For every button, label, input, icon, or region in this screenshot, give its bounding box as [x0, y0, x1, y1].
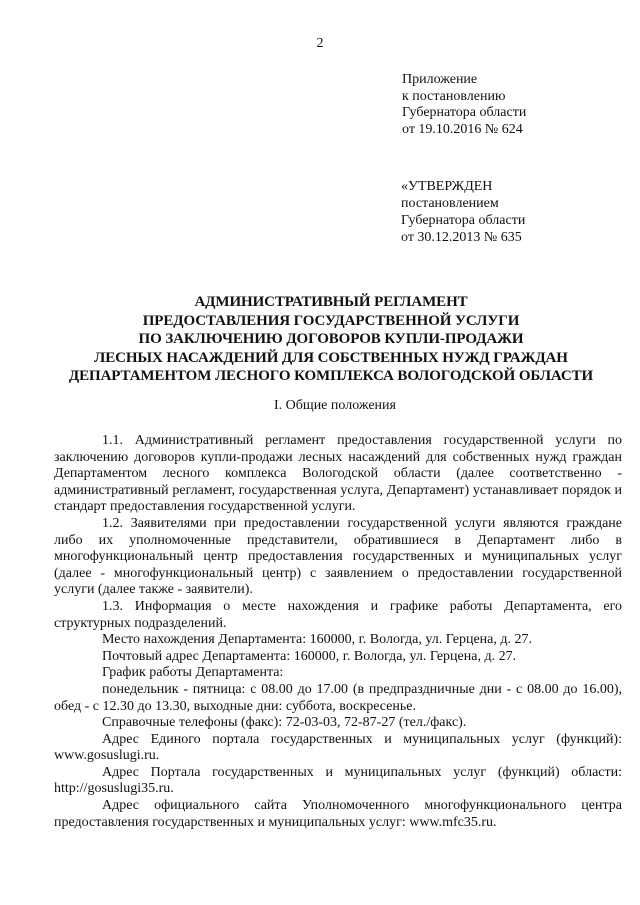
appendix-line: Приложение [402, 72, 478, 87]
paragraph-location: Место нахождения Департамента: 160000, г. Вологда, ул. Герцена, д. 27. [102, 632, 532, 648]
paragraph-postal-address: Почтовый адрес Департамента: 160000, г. Вологда, ул. Герцена, д. 27. [102, 648, 517, 664]
appendix-line: к постановлению [402, 88, 506, 104]
paragraph-unified-portal: Адрес Единого портала государственных и муниципальных услуг (функций): www.gosuslugi.ru. [54, 731, 622, 764]
title-line: АДМИНИСТРАТИВНЫЙ РЕГЛАМЕНТ [194, 294, 468, 310]
approval-line: «УТВЕРЖДЕН [401, 179, 493, 194]
appendix-line: от 19.10.2016 № 624 [402, 121, 523, 137]
paragraph-1-1: 1.1. Административный регламент предоставления государственной услуги по заключению договоров купли-продажи лесных насаждений для собственных нужд граждан Департаментом лесного комплекса Вологодской области (далее соответственно - административный регламент, государственная услуга, Департамент) устанавливает порядок и стандарт предоставления государственной услуги. [54, 433, 622, 515]
title-line: ПРЕДОСТАВЛЕНИЯ ГОСУДАРСТВЕННОЙ УСЛУГИ [142, 312, 520, 329]
approval-line: постановлением [401, 196, 499, 211]
page-number: 2 [316, 36, 324, 51]
approval-line: Губернатора области [401, 213, 526, 228]
appendix-block [402, 72, 526, 138]
paragraph-schedule: понедельник - пятница: с 08.00 до 17.00 (в предпраздничные дни - с 08.00 до 16.00), обед - с 12.30 до 13.30, выходные дни: суббота, воскресенье. [54, 681, 622, 714]
title-line: ДЕПАРТАМЕНТОМ ЛЕСНОГО КОМПЛЕКСА ВОЛОГОДСКОЙ ОБЛАСТИ [68, 368, 594, 385]
paragraph-schedule-heading: График работы Департамента: [102, 665, 284, 681]
approval-line: от 30.12.2013 № 635 [401, 230, 522, 245]
title-line: ЛЕСНЫХ НАСАЖДЕНИЙ ДЛЯ СОБСТВЕННЫХ НУЖД ГРАЖДАН [94, 349, 568, 366]
title-line: ПО ЗАКЛЮЧЕНИЮ ДОГОВОРОВ КУПЛИ-ПРОДАЖИ [138, 331, 524, 348]
document-title [40, 293, 622, 386]
paragraph-1-3: 1.3. Информация о месте нахождения и графике работы Департамента, его структурных подразделений. [54, 598, 622, 631]
paragraph-mfc-site: Адрес официального сайта Уполномоченного многофункционального центра предоставления государственных и муниципальных услуг: www.mfc35.ru. [54, 798, 622, 830]
paragraph-1-2: 1.2. Заявителями при предоставлении государственной услуги являются граждане либо их уполномоченные представители, обратившиеся в Департамент либо в многофункциональный центр предоставления государственных и муниципальных услуг (далее - многофункциональный центр) с заявлением о предоставлении государственной услуги (далее также - заявители). [54, 515, 622, 598]
appendix-line: Губернатора области [402, 105, 527, 120]
approval-block [401, 178, 525, 246]
section-heading: I. Общие положения [274, 398, 396, 413]
document-body [54, 433, 622, 831]
paragraph-regional-portal: Адрес Портала государственных и муниципальных услуг (функций) области: http://gosuslugi35.ru. [54, 764, 622, 797]
paragraph-phones: Справочные телефоны (факс): 72-03-03, 72-87-27 (тел./факс). [102, 715, 467, 731]
